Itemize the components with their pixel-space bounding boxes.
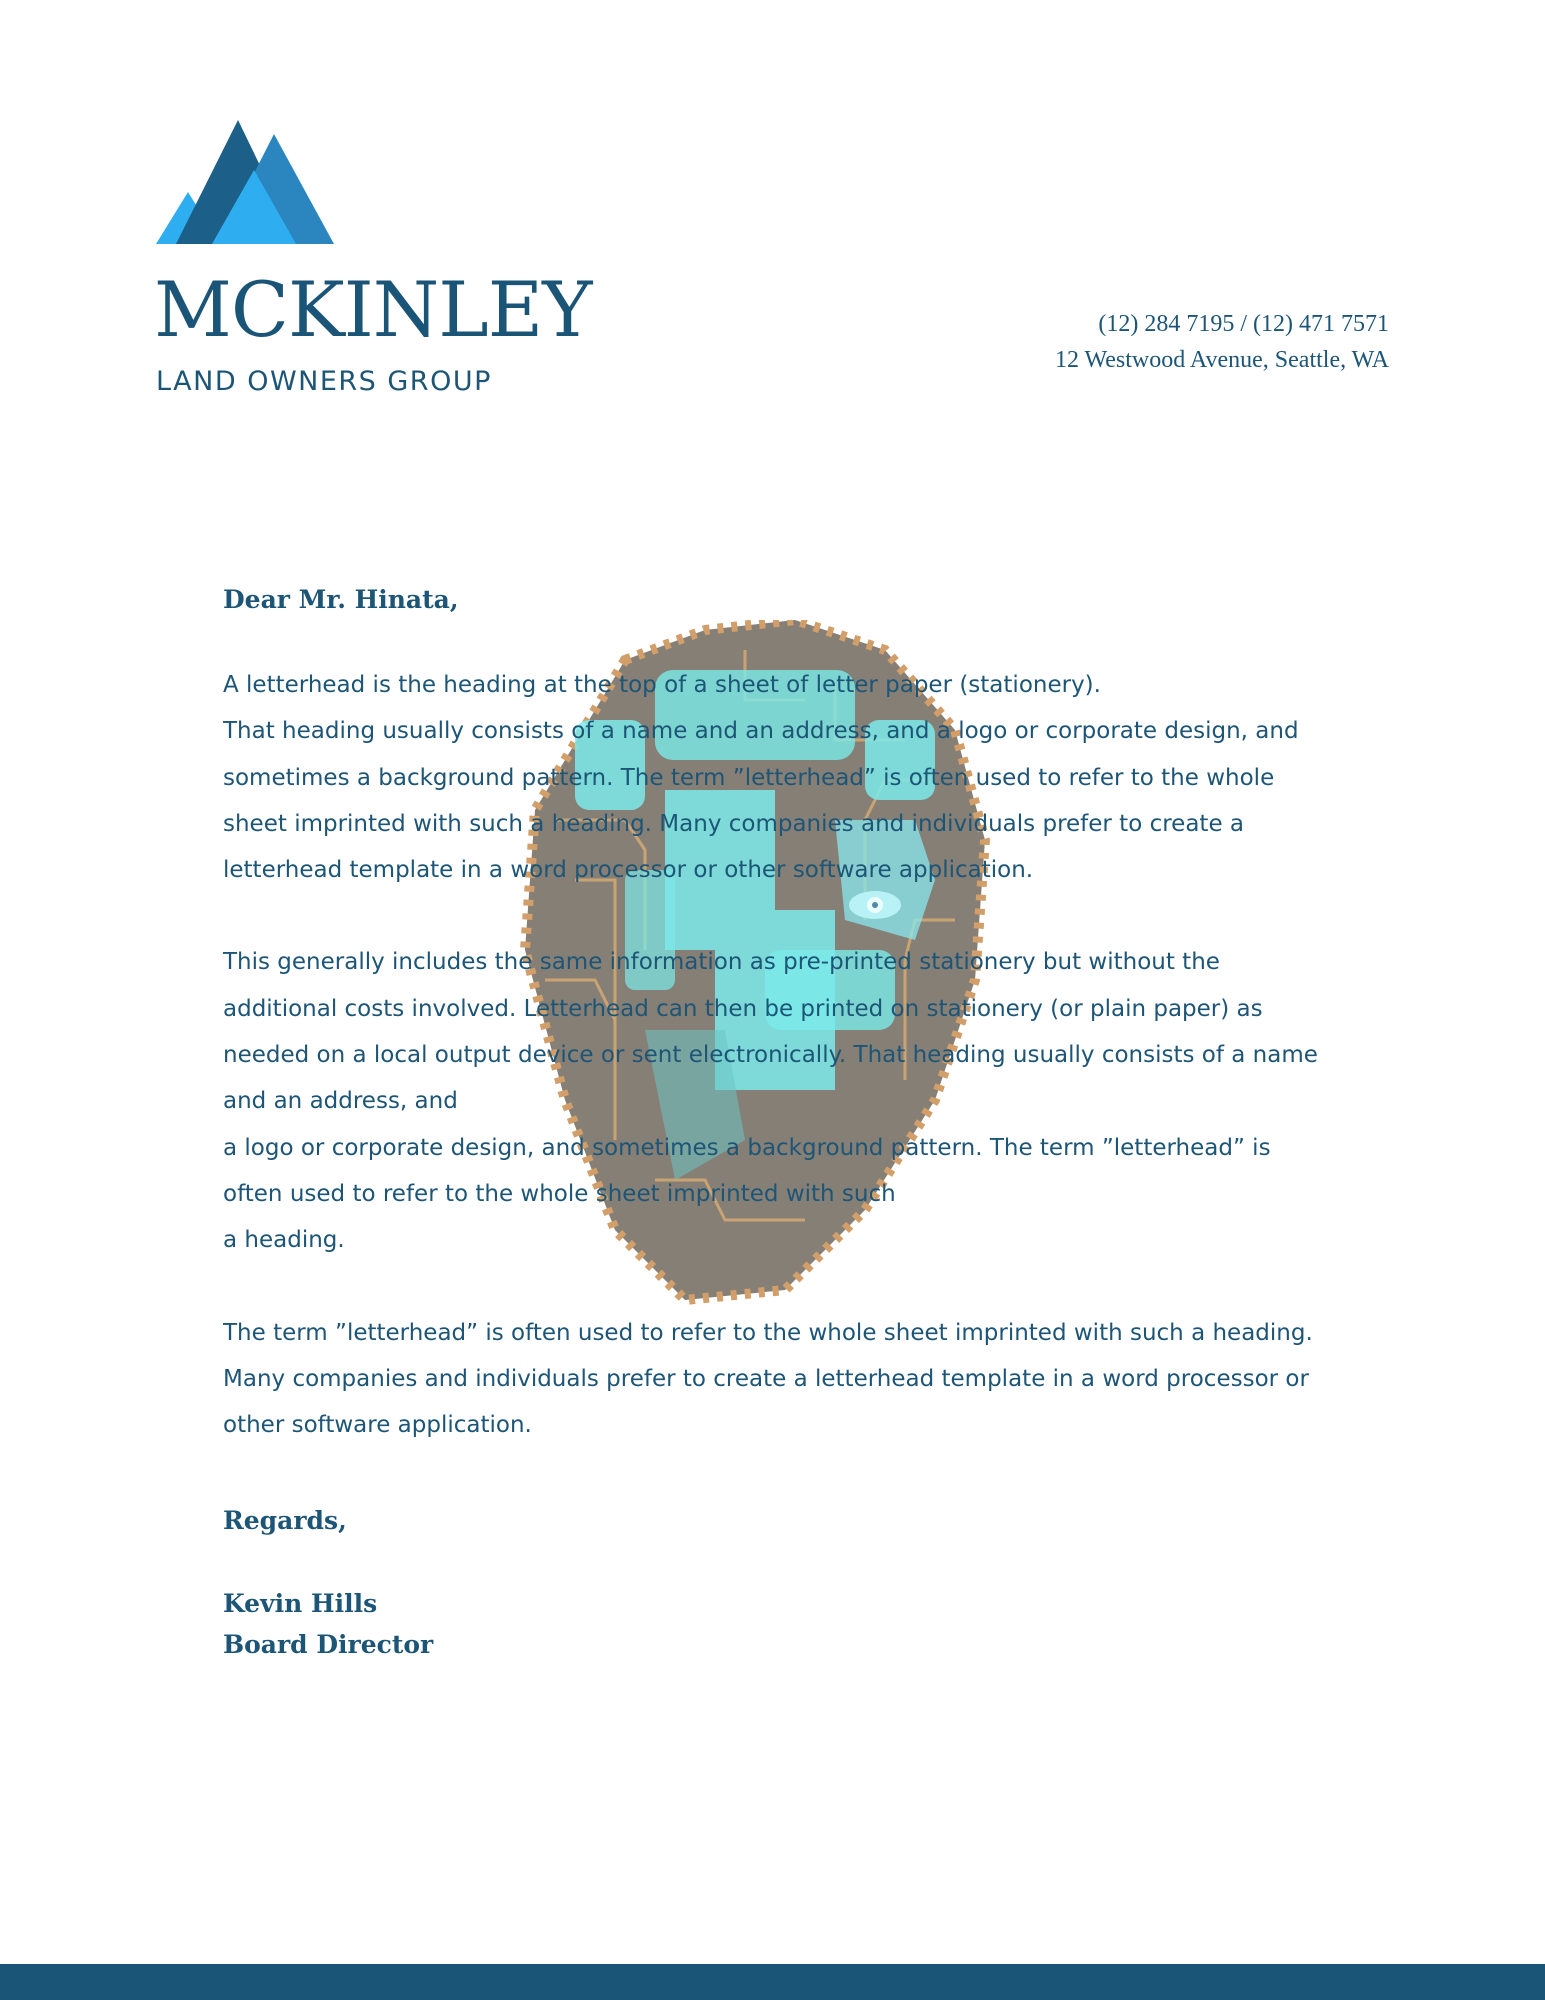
paragraph-line: and an address, and	[223, 1088, 458, 1115]
brand-name: MCKINLEY	[154, 265, 592, 354]
salutation: Dear Mr. Hinata,	[223, 585, 459, 614]
signer-title: Board Director	[223, 1630, 434, 1660]
paragraph-line: often used to refer to the whole sheet imprinted with such	[223, 1180, 896, 1207]
paragraph-line: Many companies and individuals prefer to create a letterhead template in a word processor or	[223, 1365, 1309, 1392]
paragraph-line: additional costs involved. Letterhead can then be printed on stationery (or plain paper) as	[223, 995, 1263, 1022]
paragraph-line: sheet imprinted with such a heading. Many companies and individuals prefer to create a	[223, 810, 1244, 837]
phone-numbers: (12) 284 7195 / (12) 471 7571	[1098, 311, 1389, 337]
footer-bar	[0, 1964, 1545, 2000]
paragraph-line: a logo or corporate design, and sometimes a background pattern. The term ”letterhead” is	[223, 1134, 1271, 1161]
paragraph-1	[223, 662, 1353, 893]
contact-block	[1055, 306, 1389, 378]
paragraph-line: needed on a local output device or sent electronically. That heading usually consists of a name	[223, 1042, 1318, 1069]
letter-body	[223, 585, 1353, 1665]
paragraph-3	[223, 1310, 1353, 1449]
paragraph-line: A letterhead is the heading at the top of a sheet of letter paper (stationery).	[223, 672, 1101, 698]
paragraph-line: That heading usually consists of a name and an address, and a logo or corporate design, and	[223, 718, 1299, 745]
paragraph-2	[223, 939, 1353, 1263]
brand-subtitle: LAND OWNERS GROUP	[156, 366, 492, 397]
paragraph-line: other software application.	[223, 1412, 532, 1439]
signature-block	[223, 1583, 1353, 1665]
paragraph-line: letterhead template in a word processor or other software application.	[223, 857, 1034, 884]
closing: Regards,	[223, 1506, 347, 1536]
signer-name: Kevin Hills	[223, 1589, 378, 1619]
address: 12 Westwood Avenue, Seattle, WA	[1054, 347, 1389, 373]
paragraph-line: a heading.	[223, 1227, 345, 1254]
mountain-logo-icon	[156, 120, 336, 246]
paragraph-line: sometimes a background pattern. The term ”letterhead” is often used to refer to the whole	[223, 764, 1275, 791]
paragraph-line: This generally includes the same information as pre-printed stationery but without the	[223, 949, 1220, 976]
paragraph-line: The term ”letterhead” is often used to refer to the whole sheet imprinted with such a heading.	[223, 1319, 1313, 1346]
